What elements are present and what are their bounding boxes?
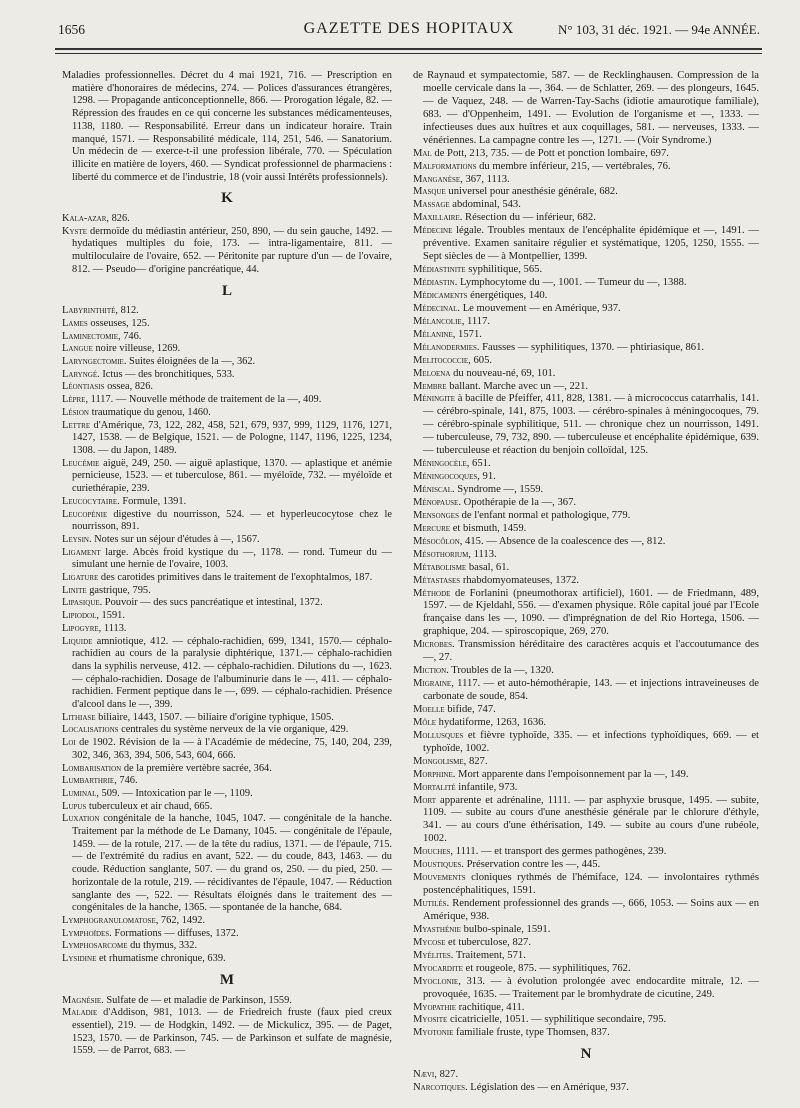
entry-text: 827. bbox=[466, 755, 488, 767]
index-entry bbox=[62, 597, 392, 610]
entry-headword: Lymphoïdes. bbox=[62, 927, 112, 939]
index-entry bbox=[62, 70, 392, 184]
page-number: 1656 bbox=[58, 22, 85, 37]
index-entry bbox=[62, 940, 392, 953]
entry-text: congénitale de la hanche, 1045, 1047. — congénitale de la hanche. Traitement par la méthode de Le Damany, 1045. — congénitale de l'épaule, 1459. — de la rotule, 217. — de la tête du radius, 1371. — de l'épaule, 715. — de l'extrémité du radius en avant, 522. — du coude, 843, 1463. — du coude. Réduction sanglante, 507. — du grand os, 250. — du pied, 250. — horizontale de la rotule, 219. — récidivantes de l'épaule, 1047. — Réduction sanglante des —, 522. — Résultats éloignés dans le traitement des — congénitales de la hanche, 1365. — spontanée de la hanche, 684. bbox=[72, 813, 392, 914]
entry-headword: Leucémie bbox=[62, 457, 100, 469]
index-entry bbox=[62, 995, 392, 1008]
entry-headword: Lipiodol, bbox=[62, 610, 99, 622]
index-entry bbox=[413, 186, 759, 199]
index-entry bbox=[413, 471, 759, 484]
index-entry bbox=[413, 665, 759, 678]
entry-text: cicatricielle, 1051. — syphilitique secondaire, 795. bbox=[447, 1014, 667, 1026]
entry-text: 651. bbox=[469, 458, 491, 470]
entry-headword: Lettre bbox=[62, 419, 91, 431]
entry-text: 313. — à évolution prolongée avec endocardite mitrale, 12. — provoquée, 1635. — Traitement par le bromhydrate de cicutine, 249. bbox=[423, 975, 759, 1000]
entry-headword: Luxation bbox=[62, 813, 100, 825]
entry-text: Traitement, 571. bbox=[453, 949, 526, 961]
entry-headword: Morphine. bbox=[413, 768, 456, 780]
entry-text: 1113. bbox=[470, 548, 497, 560]
index-entry bbox=[62, 547, 392, 572]
entry-headword: Méningite bbox=[413, 393, 456, 405]
index-entry bbox=[62, 572, 392, 585]
entry-text: Législation des — en Amérique, 937. bbox=[467, 1082, 629, 1094]
entry-text: infantile, 973. bbox=[455, 781, 518, 793]
index-entry bbox=[62, 509, 392, 534]
entry-text: Maladies professionnelles. Décret du 4 mai 1921, 716. — Prescription en matière d'honoraires de médecins, 274. — Polices d'assurances étrangères, 1298. — Propagande anticonceptionnelle, 866. — Prorogation légale, 82. — Répression des fraudes en ce qui concerne les substances médicamenteuses, 1138, 1180. — Responsabilité. Erreur dans un indicateur horaire. Train manqué, 1571. — Responsabilité médicale, 114, 251, 546. — Sanatorium. Un médecin de — exerce-t-il une profession libérale, 770. — Spéculation illicite en matière de loyers, 460. — Syndicat professionnel de pharmaciens : liberté du commerce et de l'industrie, 18 (voir aussi Intérêts professionnels). bbox=[62, 70, 392, 183]
left-column bbox=[62, 70, 392, 1058]
entry-headword: Lymphogranulomatose, bbox=[62, 915, 159, 926]
entry-headword: Luminal, bbox=[62, 787, 99, 799]
index-entry bbox=[413, 924, 759, 937]
entry-text: Opothérapie de la —, 367. bbox=[460, 496, 577, 508]
entry-text: Formations — diffuses, 1372. bbox=[111, 927, 239, 939]
entry-text: noire villeuse, 1269. bbox=[92, 343, 181, 355]
index-entry bbox=[413, 1082, 759, 1095]
entry-text: des carotides primitives dans le traitement de l'exophtalmos, 187. bbox=[98, 572, 373, 584]
entry-text: de la première vertèbre sacrée, 364. bbox=[121, 762, 272, 774]
entry-text: 762, 1492. bbox=[158, 915, 206, 926]
entry-text: tuberculeux et air chaud, 665. bbox=[86, 800, 213, 812]
section-letter: M bbox=[219, 971, 235, 988]
entry-text: Résection du — inférieur, 682. bbox=[462, 212, 596, 224]
index-entry bbox=[413, 174, 759, 187]
entry-headword: Masque bbox=[413, 186, 446, 198]
index-entry bbox=[413, 730, 759, 756]
section-letter: L bbox=[221, 282, 232, 299]
entry-text: gastrique, 795. bbox=[86, 584, 151, 596]
index-entry bbox=[413, 963, 759, 976]
index-entry bbox=[413, 756, 759, 769]
entry-text: d'Amérique, 73, 122, 282, 458, 521, 679, 937, 999, 1129, 1176, 1271, 1427, 1538. — de Belgique, 1521. — de Pologne, 1147, 1196, 1225, 1234, 1308. — du Japon, 1489. bbox=[72, 419, 392, 456]
entry-headword: Meloena bbox=[413, 367, 451, 379]
index-entry bbox=[62, 623, 392, 636]
index-entry bbox=[62, 381, 392, 394]
entry-text: amniotique, 412. — céphalo-rachidien, 699, 1341, 1570.— céphalo-rachidien au cours de la paralysie diphtérique, 1371.— céphalo-rachidien dans la syphilis nerveuse, 412. — céphalo-rachidien. Dilutions du —, 1623. — céphalo-rachidien. Dosage de l'albuminurie dans le —, 411. — céphalo-rachidien. Ferment peptique dans le —, 699. — céphalo-rachidien. Présence d'alcool dans le —, 399. bbox=[72, 635, 392, 711]
section-letter: K bbox=[221, 190, 233, 207]
entry-text: digestive du nourrisson, 524. — et hyperleucocytose chez le nourrisson, 891. bbox=[72, 508, 392, 533]
index-entry bbox=[413, 588, 759, 640]
entry-text: Troubles de la —, 1320. bbox=[448, 665, 554, 677]
entry-text: familiale fruste, type Thomsen, 837. bbox=[453, 1027, 610, 1039]
entry-text: Préservation contre les —, 445. bbox=[463, 859, 601, 871]
entry-headword: Manganèse, bbox=[413, 173, 463, 185]
entry-headword: Lombarisation bbox=[62, 762, 122, 774]
entry-text: 91. bbox=[479, 471, 496, 483]
index-entry bbox=[413, 536, 759, 549]
entry-headword: Mésothorium, bbox=[413, 548, 471, 560]
index-entry bbox=[62, 915, 392, 928]
index-entry bbox=[62, 724, 392, 737]
entry-text: hydatiforme, 1263, 1636. bbox=[436, 716, 547, 728]
index-entry bbox=[62, 394, 392, 407]
entry-text: Le mouvement — en Amérique, 937. bbox=[460, 302, 621, 314]
index-entry bbox=[413, 225, 759, 264]
index-entry bbox=[413, 950, 759, 963]
entry-text: large. Abcès froid kystique du —, 1178. — rond. Tumeur du — simulant une hernie de l'ovaire, 1003. bbox=[72, 546, 392, 571]
entry-headword: Liquide bbox=[62, 635, 93, 647]
entry-headword: Ménopause. bbox=[413, 496, 461, 508]
entry-headword: Mélanine, bbox=[413, 328, 456, 340]
index-entry bbox=[62, 343, 392, 356]
entry-headword: Massage bbox=[413, 199, 450, 211]
index-entry bbox=[62, 801, 392, 814]
entry-text: 1113. bbox=[101, 622, 127, 634]
entry-text: abdominal, 543. bbox=[449, 199, 521, 211]
index-entry bbox=[413, 316, 759, 329]
index-entry bbox=[413, 497, 759, 510]
entry-text: et tuberculose, 827. bbox=[445, 936, 531, 948]
entry-text: cloniques rythmés de l'hémiface, 124. — involontaires rythmés postencéphalitiques, 1591. bbox=[423, 872, 759, 897]
entry-headword: Lipogyre, bbox=[62, 622, 102, 634]
entry-headword: Myosite bbox=[413, 1014, 448, 1026]
index-entry bbox=[62, 775, 392, 788]
index-entry bbox=[413, 148, 759, 161]
entry-text: apparente et adrénaline, 1111. — par asphyxie brusque, 1495. — subite, 1109. — subite au cours d'une anesthésie générale par le chlorure d'éthyle, 341. — au cours d'une éthérisation, 149. — subite au cours d'une rubéole, 1002. bbox=[423, 794, 759, 845]
index-entry bbox=[62, 534, 392, 547]
entry-headword: Lysidine bbox=[62, 953, 97, 965]
entry-text: et bismuth, 1459. bbox=[450, 522, 527, 534]
entry-text: de Forlanini (pneumothorax artificiel), 1601. — de Friedmann, 489, 1597. — de Kjeldahl, 556. — d'examen physique. Rôle capital joué par l'Ecole française dans les —, 1090. — d'imprégnation de del Rio Hortega, 1506. — graphique, 204. — spiroscopique, 269, 270. bbox=[423, 587, 759, 638]
index-entry bbox=[413, 575, 759, 588]
entry-headword: Méthode bbox=[413, 587, 451, 599]
entry-text: traumatique du genou, 1460. bbox=[88, 406, 211, 418]
entry-text: légale. Troubles mentaux de l'encéphalite épidémique et —, 1491. — préventive. Examen sanitaire régulier et systématique, 1205, 1250, 1555. — Sept siècles de — à Montpellier, 1399. bbox=[423, 225, 759, 263]
entry-headword: Médecinal. bbox=[413, 302, 461, 314]
entry-headword: Leucocytaire. bbox=[62, 495, 120, 507]
index-entry bbox=[413, 303, 759, 316]
entry-text: 1571. bbox=[455, 328, 482, 340]
entry-text: 746. bbox=[116, 775, 138, 787]
index-entry bbox=[413, 769, 759, 782]
entry-text: 605. bbox=[470, 354, 493, 366]
index-entry bbox=[413, 1069, 759, 1082]
index-entry bbox=[413, 872, 759, 898]
index-entry bbox=[413, 639, 759, 665]
entry-text: 1591. bbox=[98, 610, 125, 622]
entry-text: et fièvre typhoïde, 335. — et infections typhoïdiques, 669. — et typhoïde, 1002. bbox=[423, 729, 759, 754]
entry-headword: Mouvements bbox=[413, 872, 466, 884]
entry-text: Mort apparente dans l'empoisonnement par la —, 149. bbox=[455, 768, 689, 780]
index-entry bbox=[62, 928, 392, 941]
entry-text: Fausses — syphilitiques, 1370. — phtiriasique, 861. bbox=[479, 341, 705, 353]
index-entry bbox=[413, 510, 759, 523]
index-entry bbox=[413, 523, 759, 536]
index-entry bbox=[413, 717, 759, 730]
entry-text: d'Addison, 981, 1013. — de Friedreich fruste (faux pied creux essentiel), 219. — de Hodgkin, 1492. — de Mickulicz, 395. — de Paget, 1523, 1570. — de Parkinson, 745. — de Parkinson et sulfate de magnésie, 1559. — de Parrot, 683. — bbox=[72, 1007, 392, 1057]
entry-text: 415. — Absence de la coalescence des —, 812. bbox=[462, 535, 666, 547]
entry-headword: Leucopénie bbox=[62, 508, 108, 520]
entry-headword: Labyrinthité, bbox=[62, 305, 118, 317]
entry-headword: Kyste bbox=[62, 225, 88, 237]
entry-headword: Médiastin. bbox=[413, 277, 458, 288]
entry-text: du thymus, 332. bbox=[127, 940, 198, 952]
entry-headword: Laminectomie, bbox=[62, 330, 121, 342]
entry-headword: Ligament bbox=[62, 546, 101, 558]
entry-headword: Mélancolie, bbox=[413, 315, 465, 327]
index-entry bbox=[413, 976, 759, 1002]
entry-headword: Mort bbox=[413, 794, 436, 806]
entry-text: 509. — Intoxication par le —, 1109. bbox=[98, 787, 253, 799]
index-entry bbox=[413, 859, 759, 872]
entry-headword: Lipasique. bbox=[62, 597, 103, 609]
index-entry bbox=[413, 937, 759, 950]
entry-headword: Méningocèle, bbox=[413, 458, 470, 470]
entry-headword: Lymphosarcome bbox=[62, 940, 128, 952]
entry-headword: Magnésie. bbox=[62, 994, 104, 1006]
entry-headword: Lésion bbox=[62, 406, 89, 418]
index-entry bbox=[413, 484, 759, 497]
entry-headword: Ligature bbox=[62, 572, 99, 584]
entry-headword: Mal bbox=[413, 147, 432, 159]
entry-text: Syndrome —, 1559. bbox=[454, 484, 544, 495]
entry-headword: Léontiasis bbox=[62, 381, 105, 393]
entry-text: ossea, 826. bbox=[104, 381, 153, 393]
entry-headword: Mycose bbox=[413, 936, 446, 948]
index-entry bbox=[413, 458, 759, 471]
index-entry bbox=[62, 331, 392, 344]
entry-text: Pouvoir — des sucs pancréatique et intestinal, 1372. bbox=[102, 597, 323, 609]
right-column bbox=[413, 70, 759, 1095]
index-entry bbox=[62, 356, 392, 369]
entry-text: rhabdomyomateuses, 1372. bbox=[460, 574, 580, 586]
entry-headword: Moustiques. bbox=[413, 859, 464, 871]
entry-headword: Myoclonie, bbox=[413, 975, 461, 987]
entry-text: Rendement professionnel des grands —, 666, 1053. — Soins aux — en Amérique, 938. bbox=[423, 898, 759, 922]
entry-text: 1117. — Nouvelle méthode de traitement de la —, 409. bbox=[88, 394, 322, 406]
entry-headword: Mercure bbox=[413, 522, 451, 534]
index-entry bbox=[62, 213, 392, 226]
index-entry bbox=[62, 585, 392, 598]
entry-text: universel pour anesthésie générale, 682. bbox=[445, 186, 618, 198]
index-entry bbox=[413, 393, 759, 458]
entry-headword: Myasthénie bbox=[413, 923, 461, 935]
index-entry bbox=[413, 264, 759, 277]
entry-headword: Mutilés. bbox=[413, 898, 450, 909]
entry-headword: Kala-azar, bbox=[62, 213, 110, 225]
entry-headword: Méniscal. bbox=[413, 484, 455, 495]
index-entry bbox=[62, 788, 392, 801]
entry-headword: Migraine, bbox=[413, 678, 454, 690]
entry-headword: Mollusques bbox=[413, 729, 464, 741]
entry-headword: Laryngé. bbox=[62, 368, 100, 380]
entry-headword: Méningocoques, bbox=[413, 471, 480, 483]
index-entry bbox=[413, 846, 759, 859]
entry-headword: Lithiase bbox=[62, 711, 96, 723]
index-entry bbox=[413, 678, 759, 704]
entry-headword: Métastases bbox=[413, 574, 461, 586]
entry-text: Sulfate de — et maladie de Parkinson, 1559. bbox=[103, 994, 292, 1006]
index-entry bbox=[62, 305, 392, 318]
entry-text: du membre inférieur, 215, — vertébrales, 76. bbox=[476, 160, 671, 172]
entry-text: de 1902. Révision de la — à l'Académie de médecine, 75, 140, 204, 239, 302, 346, 363, 394, 506, 543, 604, 666. bbox=[72, 737, 392, 761]
index-entry bbox=[62, 610, 392, 623]
journal-title: GAZETTE DES HOPITAUX bbox=[303, 20, 515, 37]
index-entry bbox=[62, 420, 392, 458]
entry-text: 1111. — et transport des germes pathogènes, 239. bbox=[453, 846, 667, 858]
index-entry bbox=[62, 369, 392, 382]
entry-text: Lymphocytome du —, 1001. — Tumeur du —, 1388. bbox=[457, 277, 687, 288]
entry-headword: Moelle bbox=[413, 703, 445, 715]
entry-headword: Myopathie bbox=[413, 1001, 456, 1013]
entry-headword: Mésocôlon, bbox=[413, 535, 463, 547]
entry-headword: Lèpre, bbox=[62, 394, 89, 406]
entry-headword: Médiastinite bbox=[413, 264, 466, 276]
entry-headword: Myotonie bbox=[413, 1027, 454, 1039]
entry-headword: Lupus bbox=[62, 800, 87, 812]
page-header bbox=[58, 20, 760, 46]
entry-text: 827. bbox=[436, 1069, 459, 1081]
index-entry bbox=[413, 329, 759, 342]
entry-headword: Mouches, bbox=[413, 846, 454, 858]
index-entry bbox=[62, 712, 392, 725]
entry-headword: Mongolisme, bbox=[413, 755, 467, 767]
entry-text: de Pott, 213, 735. — de Pott et ponction lombaire, 697. bbox=[431, 147, 669, 159]
index-entry bbox=[62, 636, 392, 712]
entry-text: 1117. bbox=[464, 315, 491, 327]
entry-headword: Localisations bbox=[62, 724, 119, 736]
entry-text: énergétiques, 140. bbox=[467, 289, 548, 301]
index-entry bbox=[62, 813, 392, 915]
index-entry bbox=[62, 226, 392, 277]
entry-text: Notes sur un séjour d'études à —, 1567. bbox=[91, 533, 260, 545]
entry-headword: Microbes. bbox=[413, 639, 455, 651]
entry-text: 367, 1113. bbox=[462, 173, 510, 185]
entry-headword: Laryngectomie. bbox=[62, 356, 127, 368]
index-entry bbox=[413, 70, 759, 148]
index-entry bbox=[413, 1014, 759, 1027]
entry-text: rachitique, 411. bbox=[456, 1001, 525, 1013]
index-entry bbox=[413, 782, 759, 795]
entry-text: 826. bbox=[109, 213, 130, 225]
index-entry bbox=[62, 407, 392, 420]
entry-headword: Membre bbox=[413, 380, 447, 392]
header-rule-thick bbox=[55, 48, 762, 50]
entry-text: bulbo-spinale, 1591. bbox=[460, 923, 551, 935]
entry-text: bifide, 747. bbox=[444, 703, 496, 715]
entry-text: 1117. — et auto-hémothérapie, 143. — et injections intraveineuses de carbonate de soude, 854. bbox=[423, 678, 759, 702]
entry-headword: Mortalité bbox=[413, 781, 456, 793]
entry-text: à bacille de Pfeiffer, 411, 828, 1381. — à micrococcus catarrhalis, 141. — cérébro-spinale, 141, 875, 1003. — cérébro-spinales à méningocoques, 79. — cérébro-spinale syphilitique, 511. — chronique chez un nourrisson, 1491. — tuberculeuse, 79, 732, 890. — tuberculeuse et encéphalite épidémique, 639. — tuberculeuse et réaction du benjoin colloïdal, 125. bbox=[423, 393, 759, 457]
index-entry bbox=[62, 318, 392, 331]
header-rule-thin bbox=[55, 53, 762, 54]
index-entry bbox=[413, 199, 759, 212]
index-entry bbox=[62, 763, 392, 776]
index-entry bbox=[413, 1027, 759, 1040]
entry-text: aiguë, 249, 250. — aiguë aplastique, 1370. — aplastique et anémie pernicieuse, 1523. — et tuberculose, 861. — myéloïde, 732. — myéloïde et curiethérapie, 239. bbox=[72, 457, 392, 495]
index-entry bbox=[413, 795, 759, 847]
entry-headword: Môle bbox=[413, 716, 437, 728]
entry-text: basal, 61. bbox=[466, 561, 510, 573]
index-entry bbox=[62, 496, 392, 509]
entry-text: Suites éloignées de la —, 362. bbox=[126, 356, 256, 368]
index-entry bbox=[413, 549, 759, 562]
index-entry bbox=[413, 1002, 759, 1015]
entry-text: Transmission héréditaire des caractères acquis et l'accoutumance des —, 27. bbox=[423, 639, 759, 664]
entry-text: et rhumatisme chronique, 639. bbox=[96, 953, 226, 965]
index-entry bbox=[413, 562, 759, 575]
index-entry bbox=[413, 212, 759, 225]
index-entry bbox=[413, 381, 759, 394]
index-entry bbox=[62, 737, 392, 762]
entry-text: biliaire, 1443, 1507. — biliaire d'origine typhique, 1505. bbox=[95, 711, 334, 723]
entry-text: syphilitique, 565. bbox=[465, 264, 543, 276]
entry-headword: Leysin. bbox=[62, 533, 92, 545]
entry-headword: Maladie bbox=[62, 1007, 98, 1019]
entry-headword: Loi bbox=[62, 737, 76, 749]
entry-headword: Lumbarthrie, bbox=[62, 775, 117, 787]
index-entry bbox=[413, 277, 759, 290]
entry-text: 746. bbox=[120, 330, 142, 342]
entry-text: de Raynaud et sympatectomie, 587. — de Recklinghausen. Compression de la moelle cervicale dans la —, 364. — de Schlatter, 269. — des plongeurs, 1645. — de Vaquez, 248. — de Warren-Tay-Sachs (idiotie amaurotique familiale), 683. — d'Oppenheim, 1491. — Evolution de l'organisme et —, 1333. — infectieuses dues aux huîtres et aux coquillages, 581. — nerveuses, 1333. — vénériennes. La campagne contre les —, 1271. — (Voir Syndrome.) bbox=[413, 70, 759, 146]
entry-text: Formule, 1391. bbox=[119, 495, 187, 507]
entry-headword: Malformations bbox=[413, 160, 477, 172]
index-entry bbox=[62, 458, 392, 496]
entry-headword: Myélites. bbox=[413, 949, 454, 961]
entry-text: ballant. Marche avec un —, 221. bbox=[446, 380, 589, 392]
entry-text: osseuses, 125. bbox=[87, 317, 150, 329]
entry-text: et rougeole, 875. — syphilitiques, 762. bbox=[462, 962, 631, 974]
entry-headword: Maxillaire. bbox=[413, 212, 463, 224]
index-entry bbox=[413, 898, 759, 924]
entry-text: dermoïde du médiastin antérieur, 250, 890, — du sein gauche, 1492. — hydatiques multiples du foie, 173. — intra-ligamentaire, 811. — multiloculaire de l'ovaire, 652. — Péritonite par rupture d'un — de l'ovaire, 812. — Pseudo— d'origine pancréatique, 44. bbox=[72, 225, 392, 275]
entry-headword: Métabolisme bbox=[413, 561, 467, 573]
index-entry bbox=[413, 342, 759, 355]
entry-text: centrales du système nerveux de la vie organique, 429. bbox=[118, 724, 349, 736]
entry-headword: Médecine bbox=[413, 225, 453, 237]
entry-headword: Langue bbox=[62, 343, 93, 355]
index-entry bbox=[413, 704, 759, 717]
entry-text: 812. bbox=[118, 305, 139, 317]
entry-text: Ictus — des bronchitiques, 533. bbox=[99, 368, 235, 380]
entry-headword: Mensonges bbox=[413, 509, 459, 521]
index-entry bbox=[62, 953, 392, 966]
index-entry bbox=[413, 368, 759, 381]
entry-headword: Miction. bbox=[413, 665, 449, 677]
index-entry bbox=[62, 1007, 392, 1058]
entry-headword: Nævi, bbox=[413, 1069, 437, 1081]
entry-headword: Médicaments bbox=[413, 289, 468, 301]
index-entry bbox=[413, 290, 759, 303]
entry-headword: Mélanodermies. bbox=[413, 341, 480, 353]
entry-text: du nouveau-né, 69, 101. bbox=[450, 367, 556, 379]
entry-headword: Linite bbox=[62, 584, 87, 596]
entry-headword: Lames bbox=[62, 317, 88, 329]
entry-text: de l'enfant normal et pathologique, 779. bbox=[458, 509, 631, 521]
index-entry bbox=[413, 161, 759, 174]
entry-headword: Narcotiques. bbox=[413, 1082, 468, 1094]
entry-headword: Melitococcie, bbox=[413, 354, 471, 366]
entry-headword: Myocardite bbox=[413, 962, 463, 974]
index-entry bbox=[413, 355, 759, 368]
issue-info: N° 103, 31 déc. 1921. — 94e ANNÉE. bbox=[558, 22, 760, 37]
section-letter: N bbox=[580, 1046, 592, 1063]
